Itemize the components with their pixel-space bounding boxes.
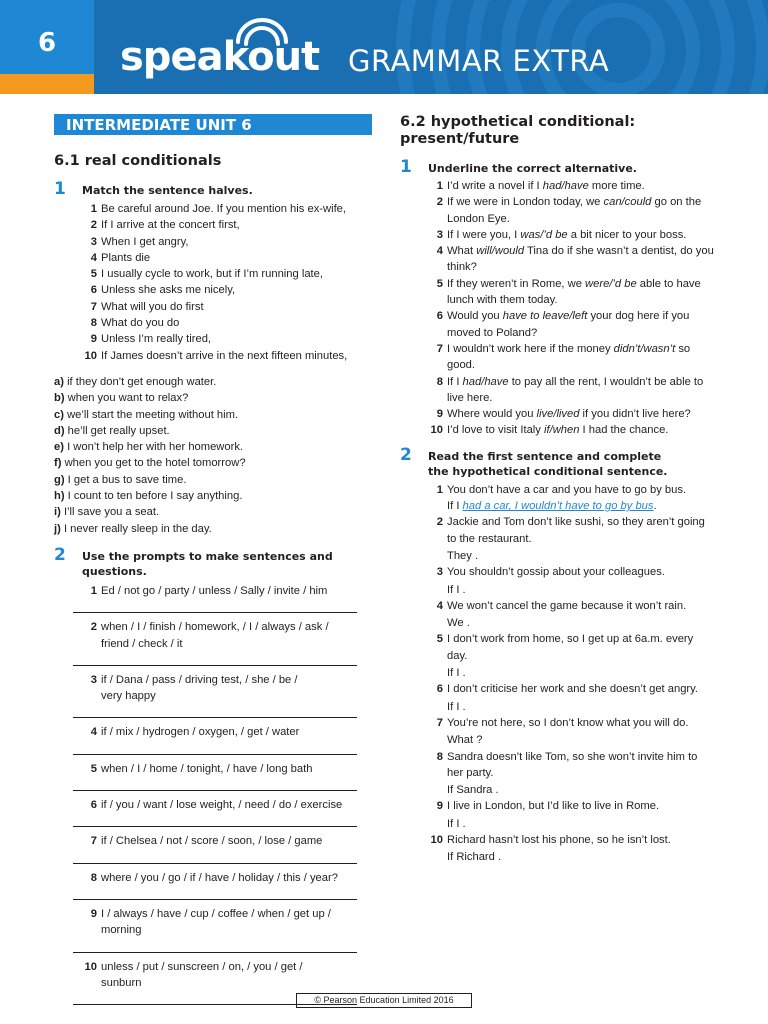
list-item <box>54 423 372 439</box>
section-title-6-2 <box>400 114 716 148</box>
list-item <box>54 439 372 455</box>
item-text: If I arrive at the concert first, <box>101 219 240 232</box>
item-letter: i) <box>54 506 61 519</box>
answer-start: What <box>447 734 474 747</box>
answer-row <box>447 614 716 631</box>
item-text: I won’t help her with her homework. <box>67 441 244 454</box>
list-item <box>82 201 372 217</box>
exercise-number: 1 <box>400 157 412 177</box>
list-item <box>428 194 716 227</box>
item-sentence: I live in London, but I’d like to live in Rome. <box>447 800 660 813</box>
item-letter: e) <box>54 441 64 454</box>
answer-row <box>447 698 716 715</box>
answer-end: ? <box>476 734 483 747</box>
list-item <box>82 906 372 939</box>
item-sentence <box>447 374 716 407</box>
item-sentence <box>447 243 716 276</box>
item-number: 9 <box>90 333 97 346</box>
sentence-part: to pay all the rent, I wouldn’t be able to live here. <box>447 375 704 404</box>
item-sentence: Richard hasn’t lost his phone, so he isn’t lost. <box>447 833 671 846</box>
list-item <box>82 234 372 250</box>
page-header <box>0 0 768 94</box>
answer-row <box>447 781 716 798</box>
item-number: 4 <box>90 726 97 739</box>
item-text: if they don’t get enough water. <box>67 375 217 388</box>
sentence-part: What <box>447 245 477 258</box>
item-letter: d) <box>54 424 65 437</box>
sentence-part: a bit nicer to your boss. <box>567 228 687 241</box>
item-number: 7 <box>90 300 97 313</box>
list-item <box>54 407 372 423</box>
list-item <box>82 217 372 233</box>
alternative-choice[interactable]: had/have <box>462 375 509 388</box>
list-item <box>54 455 372 471</box>
alternative-choice[interactable]: was/’d be <box>520 228 568 241</box>
item-sentence: We won’t cancel the game because it won’t rain. <box>447 599 687 612</box>
item-number: 6 <box>436 310 443 323</box>
alternative-choice[interactable]: if/when <box>544 424 580 437</box>
item-number: 2 <box>436 516 443 529</box>
sentence-halves-list <box>82 201 372 364</box>
answer-end: . <box>466 617 470 630</box>
list-item <box>82 833 372 849</box>
item-sentence <box>447 178 716 194</box>
item-text: when you want to relax? <box>67 392 189 405</box>
prompt-text: friend / check / it <box>101 637 183 650</box>
sentence-part: I had the chance. <box>579 424 669 437</box>
sentence-part: able to have lunch with them today. <box>447 277 701 307</box>
item-number: 10 <box>84 960 97 973</box>
prompt-text: where / you / go / if / have / holiday / this / year? <box>101 871 338 884</box>
item-letter: a) <box>54 375 64 388</box>
list-item <box>54 472 372 488</box>
answer-start: If I <box>447 500 463 513</box>
section-title-line-1: 6.2 hypothetical conditional: <box>400 114 636 130</box>
item-number: 5 <box>90 762 97 775</box>
list-item <box>82 870 372 886</box>
item-number: 2 <box>90 219 97 232</box>
list-item <box>82 619 372 652</box>
exercise-number: 2 <box>54 544 66 565</box>
answer-line[interactable] <box>73 741 357 755</box>
answer-row <box>447 664 716 681</box>
answer-line[interactable] <box>73 599 357 613</box>
answer-end: . <box>462 700 466 713</box>
prompt-text: when / I / finish / homework, / I / always / ask / <box>101 621 329 634</box>
item-text: I never really sleep in the day. <box>63 522 212 535</box>
item-sentence <box>447 341 716 374</box>
sentence-part: go on the London Eye. <box>447 196 702 225</box>
section-title-line-2: present/future <box>400 131 520 147</box>
prompt-text: morning <box>101 924 142 937</box>
list-item <box>82 672 372 705</box>
item-sentence: I don’t criticise her work and she doesn’t get angry. <box>447 683 699 696</box>
list-item <box>428 749 716 799</box>
item-number: 5 <box>90 268 97 281</box>
item-number: 4 <box>90 251 97 264</box>
item-sentence: You don’t have a car and you have to go by bus. <box>447 483 687 496</box>
item-text: Unless she asks me nicely, <box>101 284 236 297</box>
answer-end: . <box>462 817 466 830</box>
section-title-6-1: 6.1 real conditionals <box>54 153 222 169</box>
item-text: he’ll get really upset. <box>67 424 170 437</box>
exercise-instruction: Use the prompts to make sentences and questions. <box>82 549 333 578</box>
item-text: I usually cycle to work, but if I’m running late, <box>101 268 323 281</box>
exercise-instruction: Read the first sentence and complete the hypothetical conditional sentence. <box>428 449 668 478</box>
item-number: 4 <box>436 599 443 612</box>
answer-start: If I <box>447 667 460 680</box>
item-number: 1 <box>436 180 443 192</box>
item-number: 9 <box>436 408 443 421</box>
item-number: 7 <box>90 835 97 848</box>
answer-end: . <box>653 500 657 513</box>
list-item <box>82 724 372 740</box>
answer-end: . <box>462 583 466 596</box>
prompt-text: if / you / want / lose weight, / need / do / exercise <box>101 799 343 812</box>
sentence-part: I’d love to visit Italy <box>447 424 544 437</box>
item-sentence: You’re not here, so I don’t know what you will do. <box>447 716 689 729</box>
sentence-part: If I were you, I <box>447 228 521 241</box>
item-sentence: Jackie and Tom don’t like sushi, so they aren’t going to the restaurant. <box>447 516 705 545</box>
list-item <box>428 832 716 866</box>
prompt-text: unless / put / sunscreen / on, / you / get / <box>101 960 303 973</box>
left-column <box>54 114 372 1011</box>
item-text: I count to ten before I say anything. <box>67 490 243 503</box>
sentence-part: so good. <box>447 342 691 372</box>
prompt-text: if / Dana / pass / driving test, / she / be / <box>101 673 298 686</box>
item-sentence <box>447 194 716 227</box>
sentence-part: Tina do if she wasn’t a dentist, do you think? <box>447 245 714 274</box>
transform-list <box>428 482 716 866</box>
sentence-part: I wouldn’t work here if the money <box>447 342 614 355</box>
item-number: 8 <box>436 375 443 388</box>
sentence-part: If we were in London today, we <box>447 196 604 209</box>
unit-banner: INTERMEDIATE UNIT 6 <box>54 114 372 135</box>
list-item <box>428 598 716 632</box>
prompt-text: when / I / home / tonight, / have / long bath <box>101 762 313 775</box>
item-number: 3 <box>436 228 443 241</box>
list-item <box>82 282 372 298</box>
answer-line[interactable] <box>73 886 357 900</box>
list-item <box>428 681 716 715</box>
item-text: we’ll start the meeting without him. <box>67 408 239 421</box>
item-number: 10 <box>84 349 97 362</box>
list-item <box>54 374 372 390</box>
alternative-choice[interactable]: will/would <box>476 245 525 258</box>
item-letter: b) <box>54 392 65 405</box>
item-number: 2 <box>436 196 443 209</box>
list-item <box>428 276 716 309</box>
item-letter: f) <box>54 457 62 470</box>
item-text: What do you do <box>101 317 180 330</box>
answer-row <box>447 815 716 832</box>
sentence-part: If I <box>447 375 463 388</box>
item-letter: h) <box>54 490 65 503</box>
item-text: I get a bus to save time. <box>67 473 187 486</box>
list-item <box>428 482 716 515</box>
copyright-footer: © Pearson Education Limited 2016 <box>296 993 472 1008</box>
item-number: 10 <box>430 424 443 437</box>
item-number: 6 <box>90 799 97 812</box>
item-text: If James doesn’t arrive in the next fifteen minutes, <box>101 349 348 362</box>
item-sentence: Sandra doesn’t like Tom, so she won’t invite him to her party. <box>447 750 698 779</box>
item-number: 1 <box>436 483 443 496</box>
item-number: 8 <box>90 317 97 330</box>
unit-number-box <box>0 0 94 74</box>
item-number: 8 <box>90 871 97 884</box>
alternative-choice[interactable]: can/could <box>603 196 652 209</box>
prompts-list <box>82 583 372 1005</box>
item-number: 9 <box>436 800 443 813</box>
answer-start: We <box>447 617 464 630</box>
exercise-number: 1 <box>54 179 66 199</box>
sentence-part: if you didn’t live here? <box>579 408 691 421</box>
list-item <box>428 564 716 598</box>
answer-line[interactable] <box>73 704 357 718</box>
brand-logo: speakout <box>120 34 320 80</box>
alternative-choice[interactable]: had/have <box>542 180 589 192</box>
answer-line[interactable] <box>73 813 357 827</box>
list-item <box>428 406 716 422</box>
item-letter: g) <box>54 473 65 486</box>
list-item <box>428 178 716 194</box>
item-number: 5 <box>436 277 443 290</box>
alternative-choice[interactable]: didn’t/wasn’t <box>613 342 676 355</box>
answer-line[interactable] <box>73 939 357 953</box>
exercise-1-left <box>54 179 372 364</box>
item-number: 2 <box>90 621 97 634</box>
item-number: 7 <box>436 716 443 729</box>
item-number: 3 <box>436 566 443 579</box>
item-sentence <box>447 406 716 422</box>
sentence-part: If they weren’t in Rome, we <box>447 277 586 290</box>
item-text: What will you do first <box>101 300 204 313</box>
item-number: 6 <box>436 683 443 696</box>
prompt-text: if / mix / hydrogen / oxygen, / get / water <box>101 726 300 739</box>
answer-row <box>447 731 716 748</box>
answer-row <box>447 848 716 865</box>
list-item <box>82 959 372 992</box>
answer-row <box>447 547 716 564</box>
answer-row <box>447 581 716 598</box>
header-title: GRAMMAR EXTRA <box>348 44 610 78</box>
answer-end: . <box>462 667 466 680</box>
item-text: when you get to the hotel tomorrow? <box>64 457 246 470</box>
prompt-text: sunburn <box>101 976 142 989</box>
item-number: 1 <box>90 203 97 215</box>
answer-end: . <box>474 549 479 562</box>
list-item <box>428 227 716 243</box>
list-item <box>54 521 372 537</box>
list-item <box>82 315 372 331</box>
unit-accent-bar <box>0 74 94 94</box>
item-sentence <box>447 276 716 309</box>
right-column <box>400 114 716 866</box>
list-item <box>428 422 716 438</box>
alternative-choice[interactable]: have to leave/left <box>502 310 588 323</box>
answer-line[interactable] <box>73 850 357 864</box>
list-item <box>82 331 372 347</box>
list-item <box>428 715 716 749</box>
answer-end: . <box>495 784 499 797</box>
prompt-text: if / Chelsea / not / score / soon, / lose / game <box>101 835 323 848</box>
exercise-instruction: Underline the correct alternative. <box>428 162 637 175</box>
list-item <box>428 514 716 564</box>
example-answer: had a car, I wouldn’t have to go by bus <box>462 500 654 513</box>
alternative-choice[interactable]: live/lived <box>536 408 580 421</box>
answer-start: If Richard <box>447 851 495 864</box>
prompt-text: very happy <box>101 690 156 703</box>
list-item <box>82 299 372 315</box>
answer-line[interactable] <box>73 652 357 666</box>
answer-line[interactable] <box>73 777 357 791</box>
answer-start: If I <box>447 700 460 713</box>
item-text: Be careful around Joe. If you mention his ex-wife, <box>101 203 347 215</box>
exercise-1-right <box>400 157 716 439</box>
item-number: 3 <box>90 235 97 248</box>
list-item <box>82 583 372 599</box>
prompt-text: Ed / not go / party / unless / Sally / invite / him <box>101 584 328 597</box>
unit-number: 6 <box>37 28 57 58</box>
sentence-part: your dog here if you moved to Poland? <box>447 310 690 339</box>
alternative-choice[interactable]: were/’d be <box>585 277 637 290</box>
prompt-text: I / always / have / cup / coffee / when / get up / <box>101 907 331 920</box>
item-sentence <box>447 227 716 243</box>
item-number: 9 <box>90 907 97 920</box>
list-item <box>428 341 716 374</box>
list-item <box>54 390 372 406</box>
list-item <box>82 797 372 813</box>
item-text: I’ll save you a seat. <box>63 506 160 519</box>
item-number: 10 <box>430 833 443 846</box>
item-number: 6 <box>90 284 97 297</box>
item-number: 7 <box>436 342 443 355</box>
list-item <box>82 348 372 364</box>
item-number: 4 <box>436 245 443 258</box>
item-number: 3 <box>90 673 97 686</box>
answer-start: If I <box>447 583 460 596</box>
sentence-endings-list <box>54 374 372 537</box>
answer-start: If I <box>447 817 460 830</box>
list-item <box>428 243 716 276</box>
item-number: 8 <box>436 750 443 763</box>
sentence-part: Where would you <box>447 408 537 421</box>
item-text: When I get angry, <box>101 235 189 248</box>
item-letter: c) <box>54 408 64 421</box>
sentence-part: Would you <box>447 310 503 323</box>
item-sentence <box>447 422 716 438</box>
list-item <box>54 488 372 504</box>
example-answer-line <box>447 498 716 514</box>
answer-start: If Sandra <box>447 784 493 797</box>
list-item <box>428 631 716 681</box>
list-item <box>428 308 716 341</box>
exercise-instruction: Match the sentence halves. <box>82 184 253 197</box>
list-item <box>82 266 372 282</box>
list-item <box>82 250 372 266</box>
list-item <box>82 761 372 777</box>
list-item <box>428 374 716 407</box>
item-text: Unless I’m really tired, <box>101 333 212 346</box>
alternatives-list <box>428 178 716 439</box>
item-letter: j) <box>54 522 61 535</box>
exercise-2-right <box>400 444 716 866</box>
sentence-part: more time. <box>588 180 645 192</box>
exercise-number: 2 <box>400 444 412 465</box>
item-text: Plants die <box>101 251 151 264</box>
item-number: 1 <box>90 584 97 597</box>
answer-end: . <box>497 851 502 864</box>
item-sentence <box>447 308 716 341</box>
item-sentence: I don’t work from home, so I get up at 6a.m. every day. <box>447 633 694 662</box>
list-item <box>428 798 716 832</box>
exercise-2-left <box>54 544 372 1005</box>
sentence-part: I’d write a novel if I <box>447 180 543 192</box>
item-number: 5 <box>436 633 443 646</box>
answer-start: They <box>447 549 472 562</box>
item-sentence: You shouldn’t gossip about your colleagues. <box>447 566 665 579</box>
list-item <box>54 504 372 520</box>
